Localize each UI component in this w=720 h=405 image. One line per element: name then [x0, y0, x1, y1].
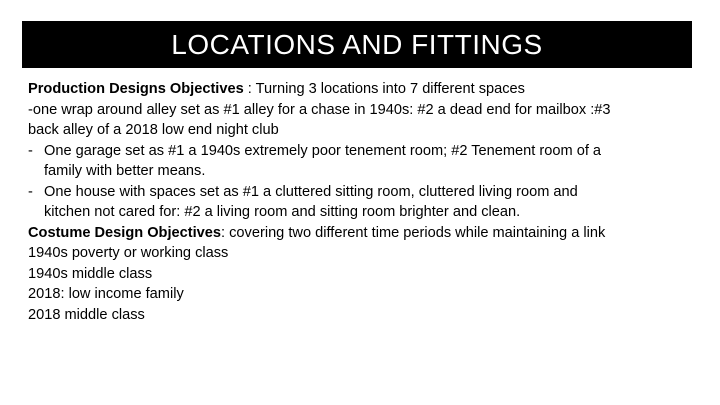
costume-objectives-line: [28, 223, 698, 244]
production-bullet-garage: [28, 141, 698, 182]
slide-body: [28, 79, 698, 325]
costume-item: 2018: low income family: [28, 286, 184, 302]
bullet-line-b: kitchen not cared for: #2 a living room and sitting room brighter and clean.: [44, 204, 521, 220]
bullet-line-a: One house with spaces set as #1 a cluttered sitting room, cluttered living room and: [44, 183, 578, 200]
production-line-1: -one wrap around alley set as #1 alley for a chase in 1940s: #2 a dead end for mailbox :#3: [28, 101, 611, 118]
production-line-2: back alley of a 2018 low end night club: [28, 122, 279, 138]
costume-item: 1940s middle class: [28, 265, 153, 282]
bullet-line-a: One garage set as #1 a 1940s extremely poor tenement room; #2 Tenement room of a: [44, 142, 602, 159]
costume-item: 2018 middle class: [28, 306, 145, 323]
bullet-dash: -: [28, 142, 33, 159]
bullet-dash: -: [28, 183, 33, 200]
costume-heading-rest: : covering two different time periods while maintaining a link: [221, 224, 606, 241]
title-bar: [22, 21, 692, 68]
bullet-text: [44, 141, 698, 182]
production-heading-rest: : Turning 3 locations into 7 different spaces: [243, 81, 525, 97]
bullet-line-b: family with better means.: [44, 163, 206, 179]
bullet-text: [44, 182, 698, 223]
costume-heading: Costume Design Objectives: [28, 224, 222, 241]
production-bullet-house: [28, 182, 698, 223]
costume-item: 1940s poverty or working class: [28, 245, 229, 261]
production-heading: Production Designs Objectives: [28, 81, 244, 97]
slide-title: LOCATIONS AND FITTINGS: [171, 28, 543, 60]
production-objectives-line: [28, 79, 698, 100]
